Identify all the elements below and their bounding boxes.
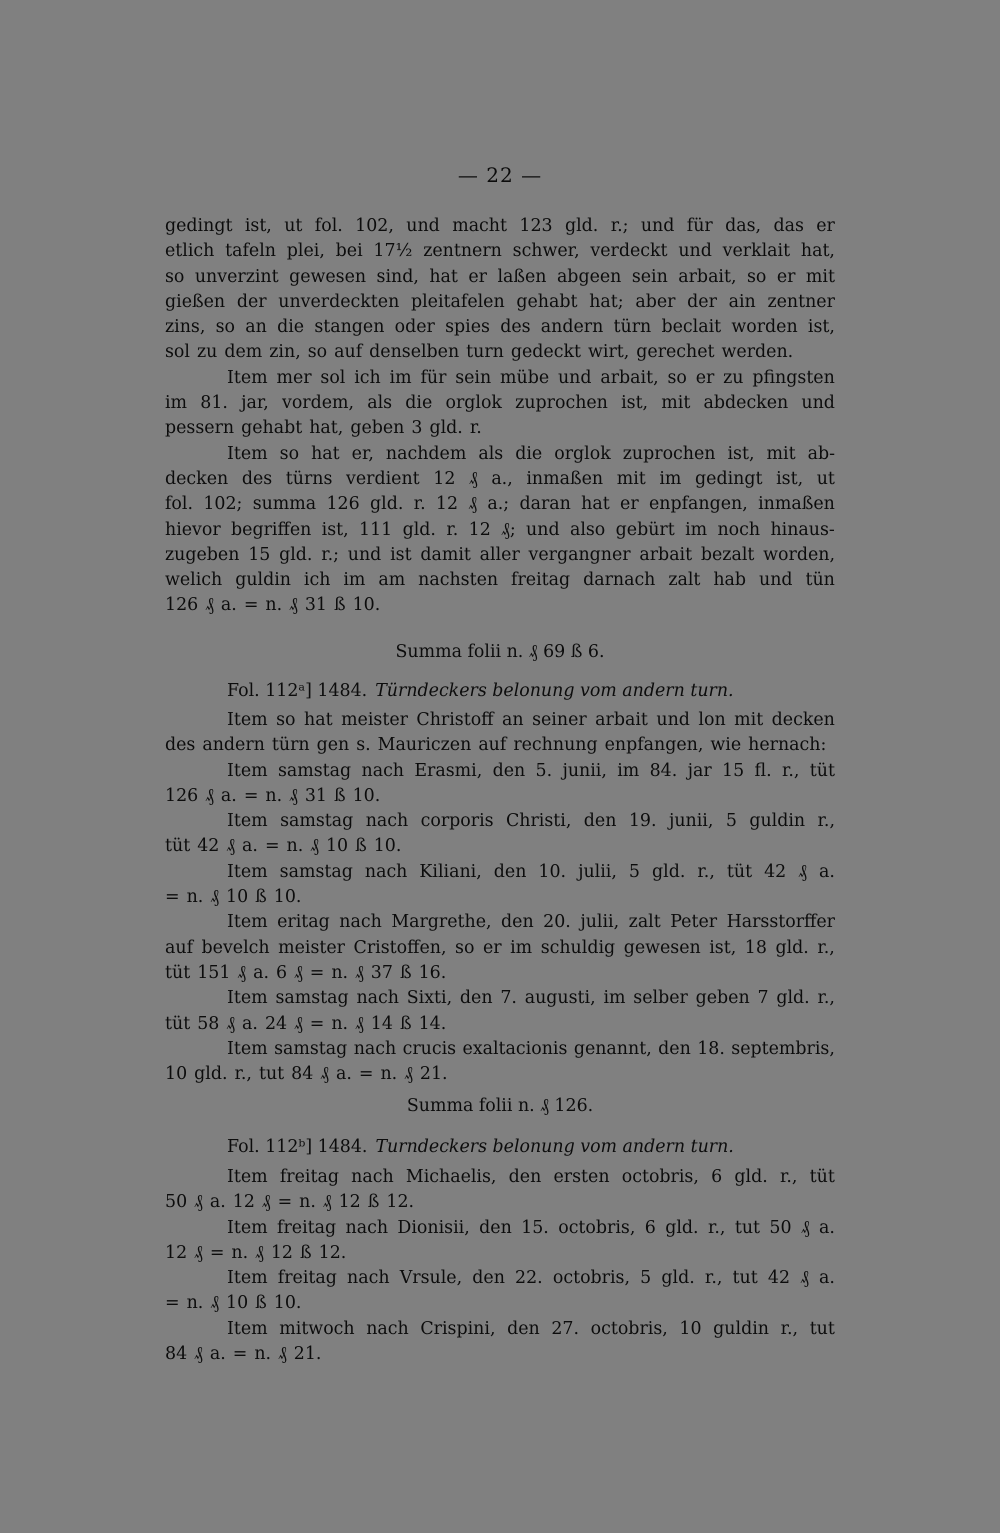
text-line: auf bevelch meister Cristoffen, so er im schuldig gewesen ist, 18 gld. r., — [165, 937, 835, 958]
page-number: — 22 — — [457, 163, 543, 187]
summa-folii-2: Summa folii n. ₰ 126. — [406, 1096, 594, 1116]
text-line: Item samstag nach crucis exaltacionis genannt, den 18. septembris, — [227, 1038, 835, 1059]
text-line: tüt 58 ₰ a. 24 ₰ = n. ₰ 14 ß 14. — [165, 1013, 447, 1034]
folio-title: Turndeckers belonung vom andern turn. — [375, 1137, 734, 1157]
text-line: Item samstag nach Erasmi, den 5. junii, im 84. jar 15 fl. r., tüt — [227, 760, 835, 781]
folio-title: Türndeckers belonung vom andern turn. — [375, 681, 734, 701]
text-block-a — [165, 214, 835, 619]
text-line: tüt 42 ₰ a. = n. ₰ 10 ß 10. — [165, 836, 402, 857]
text-line: Item freitag nach Michaelis, den ersten octobris, 6 gld. r., tüt — [227, 1167, 835, 1187]
text-line: Item samstag nach Kiliani, den 10. julii, 5 gld. r., tüt 42 ₰ a. — [227, 861, 835, 882]
text-line: im 81. jar, vordem, als die orglok zuprochen ist, mit abdecken und — [165, 393, 835, 414]
text-line: Item mer sol ich im für sein mübe und arbait, so er zu pfingsten — [227, 367, 835, 388]
folio-prefix: Fol. 112ᵃ] 1484. — [227, 681, 368, 701]
folio-heading-112a — [227, 679, 837, 704]
text-line: 10 gld. r., tut 84 ₰ a. = n. ₰ 21. — [165, 1064, 448, 1085]
text-line: Item so hat er, nachdem als die orglok zuprochen ist, mit ab- — [227, 443, 835, 464]
text-line: etlich tafeln plei, bei 17½ zentnern schwer, verdeckt und verklait hat, — [165, 241, 835, 262]
text-line: Item eritag nach Margrethe, den 20. julii, zalt Peter Harsstorffer — [227, 912, 835, 933]
text-line: zugeben 15 gld. r.; und ist damit aller vergangner arbait bezalt worden, — [165, 544, 835, 565]
text-line: 126 ₰ a. = n. ₰ 31 ß 10. — [165, 595, 381, 616]
folio-heading-112b — [227, 1135, 837, 1160]
text-line: Item mitwoch nach Crispini, den 27. octobris, 10 guldin r., tut — [227, 1318, 835, 1339]
text-line: Item samstag nach corporis Christi, den 19. junii, 5 guldin r., — [227, 811, 835, 832]
text-line: des andern türn gen s. Mauriczen auf rechnung enpfangen, wie hernach: — [165, 735, 827, 756]
text-line: sol zu dem zin, so auf denselben turn gedeckt wirt, gerechet werden. — [165, 342, 794, 363]
text-line: = n. ₰ 10 ß 10. — [165, 887, 302, 908]
summa-folii-1: Summa folii n. ₰ 69 ß 6. — [395, 642, 605, 662]
text-line: = n. ₰ 10 ß 10. — [165, 1293, 302, 1314]
text-block-b — [165, 708, 835, 1087]
text-line: 50 ₰ a. 12 ₰ = n. ₰ 12 ß 12. — [165, 1192, 415, 1213]
text-line: so unverzint gewesen sind, hat er laßen abgeen sein arbait, so er mit — [165, 266, 835, 287]
text-line: 12 ₰ = n. ₰ 12 ß 12. — [165, 1242, 347, 1263]
text-line: Item freitag nach Dionisii, den 15. octobris, 6 gld. r., tut 50 ₰ a. — [227, 1217, 835, 1238]
text-line: decken des türns verdient 12 ₰ a., inmaßen mit im gedingt ist, ut — [165, 468, 835, 489]
text-line: zins, so an die stangen oder spies des andern türn beclait worden ist, — [165, 317, 835, 338]
text-line: tüt 151 ₰ a. 6 ₰ = n. ₰ 37 ß 16. — [165, 962, 447, 983]
text-line: gedingt ist, ut fol. 102, und macht 123 gld. r.; und für das, das er — [165, 216, 835, 236]
folio-prefix: Fol. 112ᵇ] 1484. — [227, 1137, 368, 1157]
text-line: gießen der unverdeckten pleitafelen gehabt hat; aber der ain zentner — [165, 291, 835, 312]
text-line: welich guldin ich im am nachsten freitag darnach zalt hab und tün — [165, 570, 835, 591]
text-line: Item so hat meister Christoff an seiner arbait und lon mit decken — [227, 710, 835, 730]
text-line: Item samstag nach Sixti, den 7. augusti, im selber geben 7 gld. r., — [227, 988, 835, 1009]
text-line: 126 ₰ a. = n. ₰ 31 ß 10. — [165, 785, 381, 806]
text-line: hievor begriffen ist, 111 gld. r. 12 ₰; und also gebürt im noch hinaus- — [165, 519, 835, 540]
text-line: Item freitag nach Vrsule, den 22. octobris, 5 gld. r., tut 42 ₰ a. — [227, 1268, 835, 1289]
text-line: 84 ₰ a. = n. ₰ 21. — [165, 1344, 322, 1365]
text-line: fol. 102; summa 126 gld. r. 12 ₰ a.; daran hat er enpfangen, inmaßen — [165, 494, 835, 515]
text-block-c — [165, 1165, 835, 1367]
text-line: pessern gehabt hat, geben 3 gld. r. — [165, 418, 482, 439]
